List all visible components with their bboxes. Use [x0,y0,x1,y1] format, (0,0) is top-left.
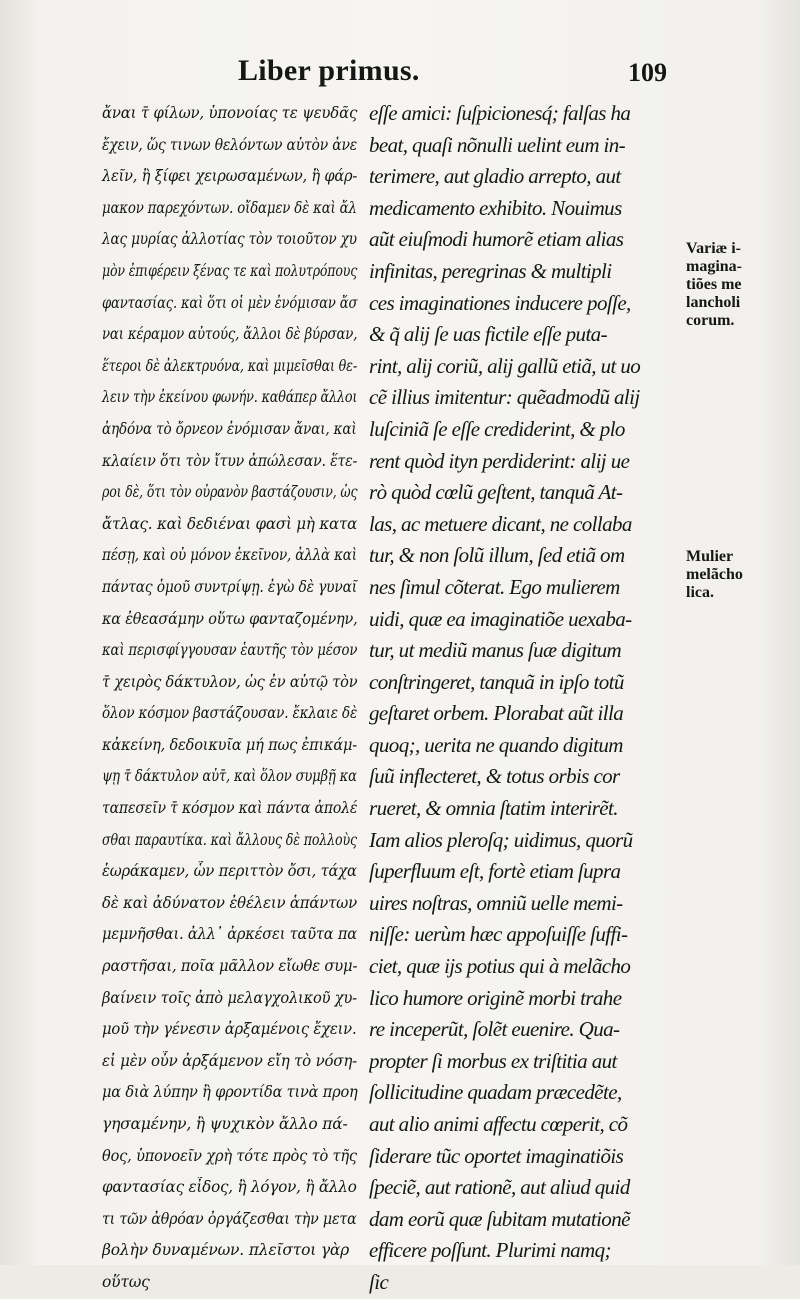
latin-text-line: nes ſimul cõterat. Ego mulierem [369,574,620,599]
latin-text-line: niſſe: uerùm hæc appoſuiſſe ſuffi- [369,922,628,947]
latin-text-line: lico humore originẽ morbi trahe [369,985,622,1010]
greek-text-line: ἄτλας. καὶ δεδιέναι φασὶ μὴ κατα [102,514,358,533]
latin-text-line: ſiderare tũc oportet imaginatiõis [369,1143,624,1168]
latin-text-line: ſollicitudine quadam præcedẽte, [369,1080,622,1105]
greek-text-line: ἑωράκαμεν, ὧν περιττὸν ὄσι, τάχα [102,862,357,881]
margin-note-line: melãcho [686,566,743,583]
latin-text-line: medicamento exhibito. Nouimus [369,195,622,220]
greek-text-line: ραστῆσαι, ποῖα μᾶλλον εἴωθε συμ- [102,957,358,976]
margin-note-line: Variæ i- [686,240,741,257]
greek-text-line: μοῦ τὴν γένεσιν ἀρξαμένοις ἔχειν. [102,1020,357,1039]
margin-note-line: Mulier [686,548,734,565]
latin-text-line: ſuperfluum eſt, fortè etiam ſupra [369,859,621,884]
latin-text-line: rueret, & omnia ſtatim interirẽt. [369,796,618,821]
greek-text-line: μα διὰ λύπην ἢ φροντίδα τινὰ προη [102,1083,358,1102]
latin-text-line: uires noſtras, omniũ uelle memi- [369,890,623,915]
greek-text-line: λειν τὴν ἐκείνου φωνήν. καθάπερ ἄλλοι [102,388,358,407]
greek-text-line: πάντας ὁμοῦ συντρίψῃ. ἐγὼ δὲ γυναῖ [102,577,358,596]
latin-text-line: cẽ illius imitentur: quẽadmodũ alij [369,385,640,410]
latin-text-line: eſſe amici: ſuſpicionesq́; falſas ha [369,101,631,125]
margin-note-variae-imaginationes [686,240,796,330]
greek-text-line: ἕτεροι δὲ ἀλεκτρυόνα, καὶ μιμεῖσθαι θε- [102,356,357,375]
margin-note-line: corum. [686,312,735,329]
greek-text-line: ἔχειν, ὥς τινων θελόντων αὐτὸν ἀνε [102,135,358,154]
latin-text-line: re inceperũt, ſolẽt euenire. Qua- [369,1017,620,1042]
greek-text-line: βαίνειν τοῖς ἀπὸ μελαγχολικοῦ χυ- [102,988,357,1007]
latin-text-line: propter ſi morbus ex triſtitia aut [369,1048,617,1073]
latin-text-line: aũt eiuſmodi humorẽ etiam alias [369,227,624,252]
latin-text-line: aut alio animi affectu cœperit, cõ [369,1112,628,1136]
greek-text-line: καὶ περισφίγγουσαν ἑαυτῆς τὸν μέσον [102,641,358,660]
greek-text-line: ἄναι τ̄ φίλων, ὑπονοίας τε ψευδᾶς [102,104,358,122]
margin-note-line: tiões me [686,276,742,293]
latin-text-line: rò quòd cœlũ geſtent, tanquã At- [369,480,623,505]
greek-text-line: εἰ μὲν οὖν ἀρξάμενον εἴη τὸ νόση- [102,1051,357,1070]
latin-text-line: luſciniã ſe eſſe crediderint, & plo [369,416,625,441]
greek-text-line: πέσῃ, καὶ οὐ μόνον ἐκεῖνον, ἀλλὰ καὶ [102,546,357,565]
latin-text-line: las, ac metuere dicant, ne collaba [369,511,632,536]
greek-text-line: ἀηδόνα τὸ ὄρνεον ἐνόμισαν ἄναι, καὶ [102,419,357,438]
latin-text-line: dam eorũ quæ ſubitam mutationẽ [369,1206,630,1231]
greek-text-line: θος, ὑπονοεῖν χρὴ τότε πρὸς τὸ τῆς [102,1146,357,1165]
greek-text-line: μὸν ἐπιφέρειν ξένας τε καὶ πολυτρόπους [102,261,358,280]
greek-text-line: ροι δὲ, ὅτι τὸν οὐρανὸν βαστάζουσιν, ὡς [102,483,358,502]
greek-text-line: ναι κέραμον αὐτούς, ἄλλοι δὲ βύρσαν, [102,325,358,344]
latin-text-line: ciet, quæ ijs potius qui à melãcho [369,954,631,979]
margin-note-line: magina- [686,258,742,275]
latin-text-line: rint, alij coriũ, alij gallũ etiã, ut uo [369,353,641,378]
latin-text-line: tur, & non ſolũ illum, ſed etiã om [369,543,625,568]
latin-text-line: Iam alios pleroſq; uidimus, quorũ [369,827,633,852]
latin-text-line: ſpeciẽ, aut rationẽ, aut aliud quid [369,1175,630,1200]
greek-text-line: γησαμένην, ἢ ψυχικὸν ἄλλο πά- [102,1115,348,1133]
greek-text-line: τ̄ χειρὸς δάκτυλον, ὡς ἐν αὐτῷ τὸν [102,672,358,691]
greek-text-line: δὲ καὶ ἀδύνατον ἐθέλειν ἁπάντων [102,893,358,912]
latin-text-line: quoq;, uerita ne quando digitum [369,732,623,757]
greek-text-column [102,98,357,1299]
greek-text-line: ὅλον κόσμον βαστάζουσαν. ἔκλαιε δὲ [102,704,358,723]
greek-text-line: ψῃ τ̄ δάκτυλον αὐτ̄, καὶ ὅλον συμβῇ κα [102,767,357,786]
latin-text-line: infinitas, peregrinas & multipli [369,258,612,283]
latin-text-line: terimere, aut gladio arrepto, aut [369,164,621,189]
latin-text-line: & q̃ alij ſe uas fictile eſſe puta- [369,322,607,347]
greek-text-line: ταπεσεῖν τ̄ κόσμον καὶ πάντα ἀπολέ [102,799,358,818]
margin-note-line: lica. [686,584,714,601]
latin-text-line: geſtaret orbem. Plorabat aũt illa [369,701,624,726]
greek-text-line: φαντασίας. καὶ ὅτι οἱ μὲν ἐνόμισαν ἄσ [102,293,358,312]
margin-note-line: lancholi [686,294,741,311]
greek-text-line: βολὴν δυναμένων. πλεῖστοι γὰρ [102,1241,350,1260]
latin-text-column [369,98,681,1299]
latin-text-line: uidi, quæ ea imaginatiõe uexaba- [369,606,632,631]
latin-text-line: conſtringeret, tanquã in ipſo totũ [369,669,624,694]
greek-text-line: λεῖν, ἢ ξίφει χειρωσαμένων, ἢ φάρ- [102,167,358,186]
greek-text-line: σθαι παραυτίκα. καὶ ἄλλους δὲ πολλοὺς [102,830,357,849]
greek-text-line: κλαίειν ὅτι τὸν ἴτυν ἀπώλεσαν. ἕτε- [102,451,358,470]
latin-text-line: ces imaginationes inducere poſſe, [369,290,631,315]
latin-text-line: tur, ut mediũ manus ſuæ digitum [369,638,622,663]
running-head [0,54,800,94]
greek-text-line: κα ἐθεασάμην οὕτω φανταζομένην, [102,609,358,628]
running-title: Liber primus. [238,54,420,87]
margin-note-mulier-melancholica [686,548,796,602]
greek-text-line: μακον παρεχόντων. οἴδαμεν δὲ καὶ ἄλ [102,198,357,217]
greek-text-line: οὕτως [102,1272,150,1291]
page-number: 109 [628,58,667,87]
latin-text-line: rent quòd ityn perdiderint: alij ue [369,448,630,473]
greek-text-line: φαντασίας εἶδος, ἢ λόγον, ἢ ἄλλο [102,1178,357,1197]
greek-text-line: λας μυρίας ἀλλοτίας τὸν τοιοῦτον χυ [102,230,357,249]
latin-text-line: ſic [369,1269,389,1294]
latin-text-line: efficere poſſunt. Plurimi namq; [369,1238,611,1263]
greek-text-line: μεμνῆσθαι. ἀλλ᾽ ἀρκέσει ταῦτα πα [102,925,357,944]
greek-text-line: κἀκείνη, δεδοικυῖα μή πως ἐπικάμ- [102,735,358,754]
greek-text-line: τι τῶν ἀθρόαν ὀργάζεσθαι τὴν μετα [102,1209,357,1228]
latin-text-line: beat, quaſi nõnulli uelint eum in- [369,132,626,157]
latin-text-line: ſuũ inflecteret, & totus orbis cor [369,764,620,789]
